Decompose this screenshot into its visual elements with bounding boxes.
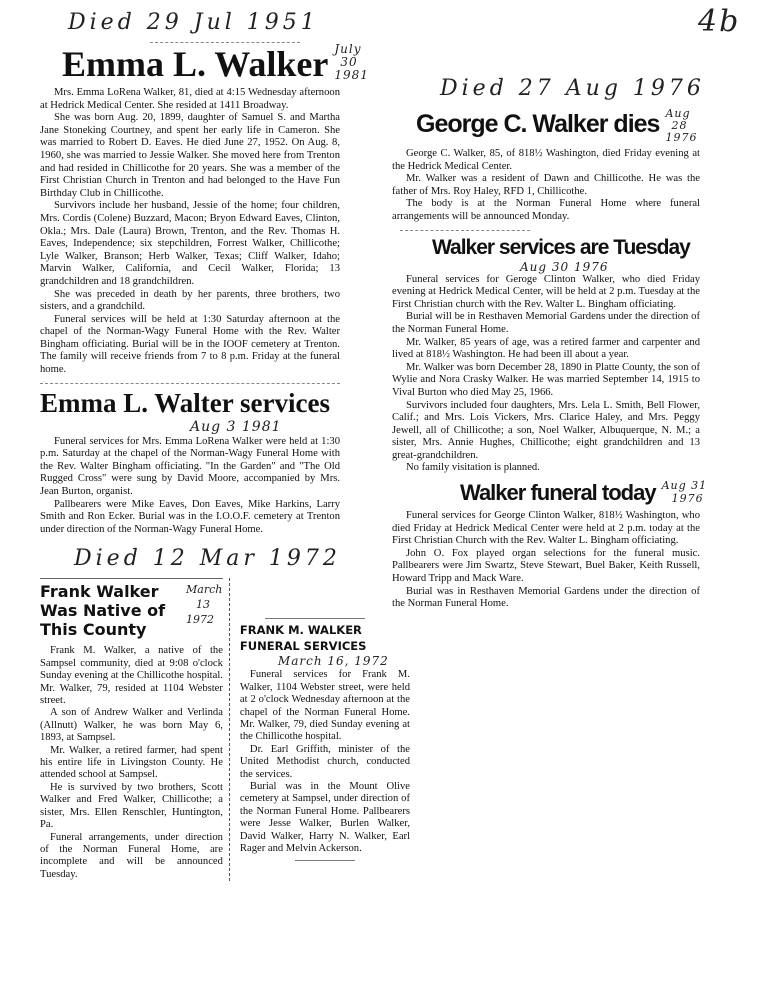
headline: FRANK M. WALKER FUNERAL SERVICES <box>239 623 367 654</box>
margin-note: Aug 3 1981 <box>190 418 282 435</box>
page-note: 4b <box>698 4 741 39</box>
margin-note: Aug 31 1976 <box>661 479 708 506</box>
article-body: George C. Walker, 85, of 818½ Washington, died Friday evening at the Hedrick Medical Center. Mr. Walker was a resident of Dawn and Chillicothe. He was the father of Mrs. Roy Haley, RFD 1, Chillicothe. The body is at the Norman Funeral Home where funeral arrangements will be announced Monday. <box>392 148 700 222</box>
handwritten-date: Died 29 Jul 1951 <box>68 10 319 35</box>
article-body: Funeral services for Geroge Clinton Walker, who died Friday evening at Hedrick Medical Center, will be held at 2 p.m. Tuesday at the First Christian church with the Rev. Walter L. Bingham officiating. Burial will be in Resthaven Memorial Gardens under the direction of the Norman Funeral Home. Mr. Walker, 85 years of age, was a retired farmer and carpenter and lived at 818½ Washington. He had been ill about a year. Mr. Walker was born December 28, 1890 in Platte County, the son of Wylie and Nora Crasky Walker. He was married September 14, 1915 to Vival Burton who died May 25, 1966. Survivors included four daughters, Mrs. Lela L. Smith, Bell Flower, Calif.; and Mrs. Lois Vickers, Mrs. Clarice Haley, and Mrs. Peggy Jewell, all of Chillicothe; a son, Noel Walker, Albuquerque, N. M.; a sister, Mrs. Annie Hughes, Chillicothe; eight grandchildren and 13 great-grandchildren. No family visitation is planned. <box>392 273 700 474</box>
article-body: Funeral services for George Clinton Walker, 818½ Washington, who died Friday at Hedrick Medical Center were held at 2 p.m. today at the First Christian Church with the Rev. Walter L. Bingham officiating. John O. Fox played organ selections for the funeral music. Pallbearers were Jim Swartz, Steve Stewart, Buel Baker, Keith Russell, Howard Tripp and Mack Ware. Burial was in Resthaven Memorial Gardens under the direction of the Norman Funeral Home. <box>392 510 700 610</box>
right-column <box>392 74 708 611</box>
emma-services-clipping <box>40 383 340 537</box>
headline: Emma L. Walter services <box>40 387 330 418</box>
margin-note: July 30 1981 <box>334 42 369 82</box>
frank-services-clipping <box>240 618 410 881</box>
george-obituary-clipping <box>392 74 705 231</box>
headline: Walker funeral today <box>460 480 656 506</box>
headline: George C. Walker dies <box>416 110 660 138</box>
headline: Frank Walker Was Native of This County <box>40 582 166 640</box>
emma-obituary-clipping <box>40 8 369 377</box>
margin-note: March 16, 1972 <box>277 654 389 669</box>
margin-note: Aug 28 1976 <box>665 107 698 144</box>
handwritten-date: Died 12 Mar 1972 <box>74 546 341 572</box>
george-services-clipping <box>392 235 700 476</box>
frank-obituary-clipping <box>40 578 230 881</box>
left-column <box>40 8 410 881</box>
george-funeral-clipping <box>392 479 708 611</box>
article-body: Funeral services for Mrs. Emma LoRena Walker were held at 1:30 p.m. Saturday at the chapel of the Norman-Wagy Funeral Home with the Rev. Walter Bingham officiating. "In the Garden" and "The Old Rugged Cross" were sung by David Moore, accompanied by Mrs. Jean Burton, organist. Pallbearers were Mike Eaves, Don Eaves, Mike Harkins, Larry Smith and Ron Ecker. Burial was in the I.O.O.F. cemetery at Trenton under direction of the Norman-Wagy Funeral Home. <box>40 435 340 535</box>
article-body: Mrs. Emma LoRena Walker, 81, died at 4:15 Wednesday afternoon at Hedrick Medical Center. She resided at 1411 Broadway. She was born Aug. 20, 1899, daughter of Samuel S. and Martha Jane Stoneking Courtney, and spent her early life in Cameron. She was married to Robert D. Eaves. He died June 27, 1952. On Aug. 8, 1960, she was married to Jessie Walker. She moved here from Trenton and had resided in Chillicothe for 20 years. She was a member of the First Christian Church in Trenton and had belonged to the Have Fun Birthday Club in Chillicothe. Survivors include her husband, Jessie of the home; four children, Mrs. Cordis (Colene) Buzzard, Macon; Bryon Edward Eaves, Clinton, Okla.; Mrs. Dale (Laura) Brown, Trenton, and the Rev. Thomas H. Eaves, Independence; six stepchildren, Forrest Walker, Chillicothe; Lyle Walker, Branson; Herb Walker, Texas; Cliff Walker, Idaho; Marvin Walker, California, and Cecil Walker, Florida; 13 grandchildren and 18 grandchildren. She was preceded in death by her parents, three brothers, two sisters, and a grandchild. Funeral services will be held at 1:30 Saturday afternoon at the chapel of the Norman-Wagy Funeral Home with the Rev. Walter Bingham officiating. Burial will be in the IOOF cemetery at Trenton. The family will receive friends from 7 to 8 p.m. Friday at the funeral home. <box>40 87 340 376</box>
margin-note: Aug 30 1976 <box>520 259 609 274</box>
handwritten-date: Died 27 Aug 1976 <box>440 76 705 101</box>
article-body: Funeral services for Frank M. Walker, 1104 Webster street, were held at 2 o'clock Wednesday afternoon at the chapel of the Norman Funeral Home. Mr. Walker, 79, died Sunday evening at the Chillicothe hospital. Dr. Earl Griffith, minister of the United Methodist church, conducted the services. Burial was in the Mount Olive cemetery at Sampsel, under direction of the Norman Funeral Home. Pallbearers were Jesse Walker, Burlen Walker, David Walker, Harry N. Walker, Earl Rager and Melvin Ackerson. <box>239 669 410 855</box>
margin-note: March 13 1972 <box>186 583 223 627</box>
article-body: Frank M. Walker, a native of the Sampsel community, died at 9:08 o'clock Sunday evening at the Chillicothe hospital. Mr. Walker, 79, resided at 1104 Webster street. A son of Andrew Walker and Verlinda (Allnutt) Walker, he was born May 6, 1893, at Sampsel. Mr. Walker, a retired farmer, had spent his entire life in Livingston County. He attended school at Sampsel. He is survived by two brothers, Scott Walker and Fred Walker, Chillicothe; a sister, Mrs. Ellen Renschler, Huntington, Pa. Funeral arrangements, under direction of the Norman Funeral Home, are incomplete and will be announced Tuesday. <box>40 645 223 880</box>
headline: Walker services are Tuesday <box>432 235 690 259</box>
headline: Emma L. Walker <box>62 44 329 84</box>
